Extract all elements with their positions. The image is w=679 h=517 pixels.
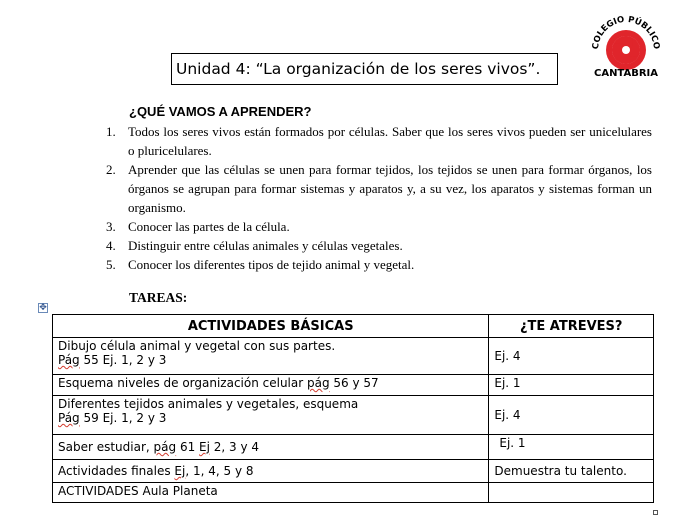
table-row: [53, 338, 654, 375]
table-move-handle-icon[interactable]: ✥: [39, 303, 47, 313]
list-item: 4. Distinguir entre células animales y células vegetales.: [106, 238, 403, 253]
task-cell[interactable]: Esquema niveles de organización celular pág 56 y 57: [53, 375, 489, 396]
tasks-heading: TAREAS:: [129, 290, 188, 305]
list-item: 5. Conocer los diferentes tipos de tejido animal y vegetal.: [106, 257, 415, 272]
list-item: 2. Aprender que las células se unen para formar tejidos, los tejidos se unen para formar órganos, los órganos se agrupan para formar sistemas y aparatos y, a su vez, los aparatos y sistemas forman un organismo.: [106, 162, 652, 215]
task-cell[interactable]: Saber estudiar, pág 61 Ej 2, 3 y 4: [53, 435, 489, 460]
task-cell[interactable]: Dibujo célula animal y vegetal con sus partes. Pág 55 Ej. 1, 2 y 3: [53, 338, 489, 375]
task-cell[interactable]: Actividades finales Ej, 1, 4, 5 y 8: [53, 460, 489, 483]
table-row: [53, 435, 654, 460]
column-header-basic: ACTIVIDADES BÁSICAS: [53, 315, 489, 338]
dare-cell[interactable]: Ej. 4: [489, 338, 654, 375]
list-item: 1. Todos los seres vivos están formados por células. Saber que los seres vivos pueden ser unicelulares o pluricelulares.: [106, 124, 652, 158]
task-cell[interactable]: Diferentes tejidos animales y vegetales, esquema Pág 59 Ej. 1, 2 y 3: [53, 396, 489, 435]
dare-cell[interactable]: [489, 483, 654, 503]
logo-top-text: COLEGIO PÚBLICO: [590, 14, 662, 50]
tasks-table: [52, 314, 654, 503]
unit-title: Unidad 4: “La organización de los seres vivos”.: [171, 53, 558, 85]
table-header-row: [53, 315, 654, 338]
column-header-dare: ¿TE ATREVES?: [489, 315, 654, 338]
dare-cell[interactable]: Demuestra tu talento.: [489, 460, 654, 483]
logo-bottom-text: CANTABRIA: [593, 68, 658, 79]
table-row: [53, 396, 654, 435]
dare-cell[interactable]: Ej. 1: [489, 435, 654, 460]
learning-goals-list: [106, 122, 652, 274]
table-resize-handle[interactable]: [653, 510, 658, 515]
learn-heading: ¿QUÉ VAMOS A APRENDER?: [129, 104, 312, 119]
dare-cell[interactable]: Ej. 4: [489, 396, 654, 435]
table-row: [53, 483, 654, 503]
task-cell[interactable]: ACTIVIDADES Aula Planeta: [53, 483, 489, 503]
table-row: [53, 375, 654, 396]
list-item: 3. Conocer las partes de la célula.: [106, 219, 290, 234]
dare-cell[interactable]: Ej. 1: [489, 375, 654, 396]
table-row: [53, 460, 654, 483]
